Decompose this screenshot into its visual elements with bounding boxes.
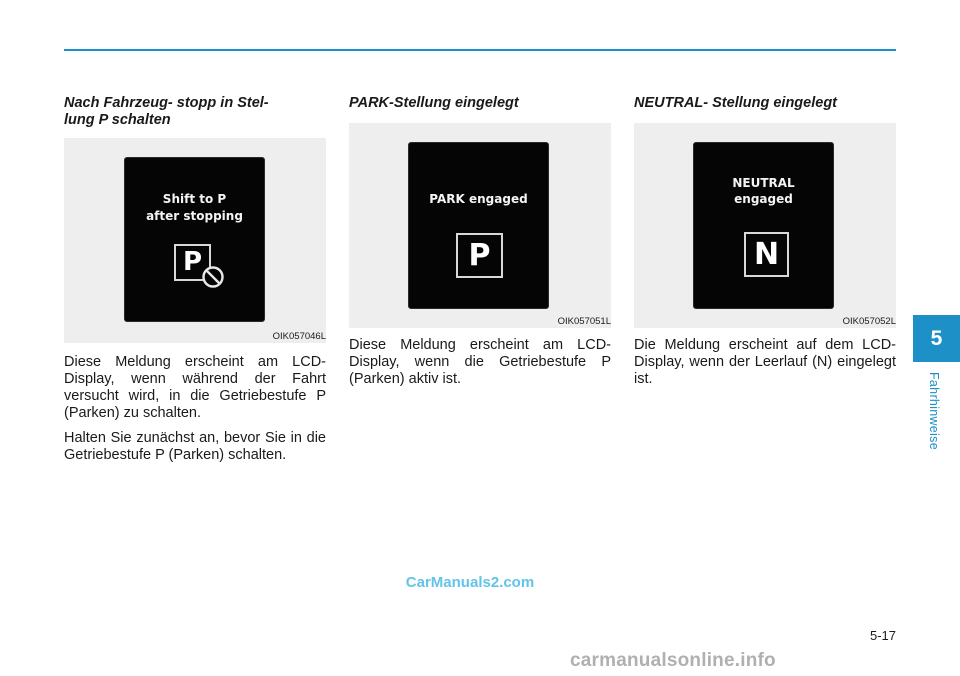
display-illustration [64, 138, 326, 343]
gear-indicator: N [744, 232, 789, 277]
paragraph: Halten Sie zunächst an, bevor Sie in die Getriebestufe P (Parken) schalten. [64, 430, 326, 463]
display-message-line2: after stopping [146, 209, 243, 223]
section-heading: NEUTRAL- Stellung eingelegt [634, 95, 837, 111]
paragraph: Diese Meldung erscheint am LCD-Display, wenn die Getriebestufe P (Parken) aktiv ist. [349, 337, 611, 387]
display-illustration [634, 123, 896, 328]
section-body [349, 337, 611, 396]
lcd-display [693, 142, 834, 309]
lcd-display [408, 142, 549, 309]
display-message-line2: engaged [734, 192, 793, 206]
watermark-footer[interactable]: carmanualsonline.info [570, 650, 776, 671]
display-message-line1: PARK engaged [429, 192, 528, 206]
display-illustration [349, 123, 611, 328]
paragraph: Die Meldung erscheint auf dem LCD-Display, wenn der Leerlauf (N) eingelegt ist. [634, 337, 896, 387]
section-heading: PARK-Stellung eingelegt [349, 95, 519, 111]
image-code: OIK057046L [272, 331, 326, 342]
section-body [64, 354, 326, 472]
watermark-link[interactable]: CarManuals2.com [405, 574, 535, 591]
section-body [634, 337, 896, 396]
display-message-line1: Shift to P [162, 192, 227, 206]
chapter-number-tab[interactable]: 5 [913, 315, 960, 362]
paragraph: Diese Meldung erscheint am LCD-Display, wenn während der Fahrt versucht wird, in die Getriebestufe P (Parken) zu schalten. [64, 354, 326, 421]
section-heading: Nach Fahrzeug- stopp in Stel- lung P schalten [64, 95, 269, 128]
display-message-line1: NEUTRAL [732, 176, 795, 190]
image-code: OIK057052L [842, 316, 896, 327]
lcd-display [124, 157, 265, 322]
prohibited-icon [201, 265, 225, 289]
gear-indicator: P [174, 244, 211, 281]
image-code: OIK057051L [557, 316, 611, 327]
header-rule [64, 49, 896, 51]
chapter-label: Fahrhinweise [927, 372, 941, 450]
gear-indicator: P [456, 233, 503, 278]
page-number: 5-17 [869, 628, 896, 643]
